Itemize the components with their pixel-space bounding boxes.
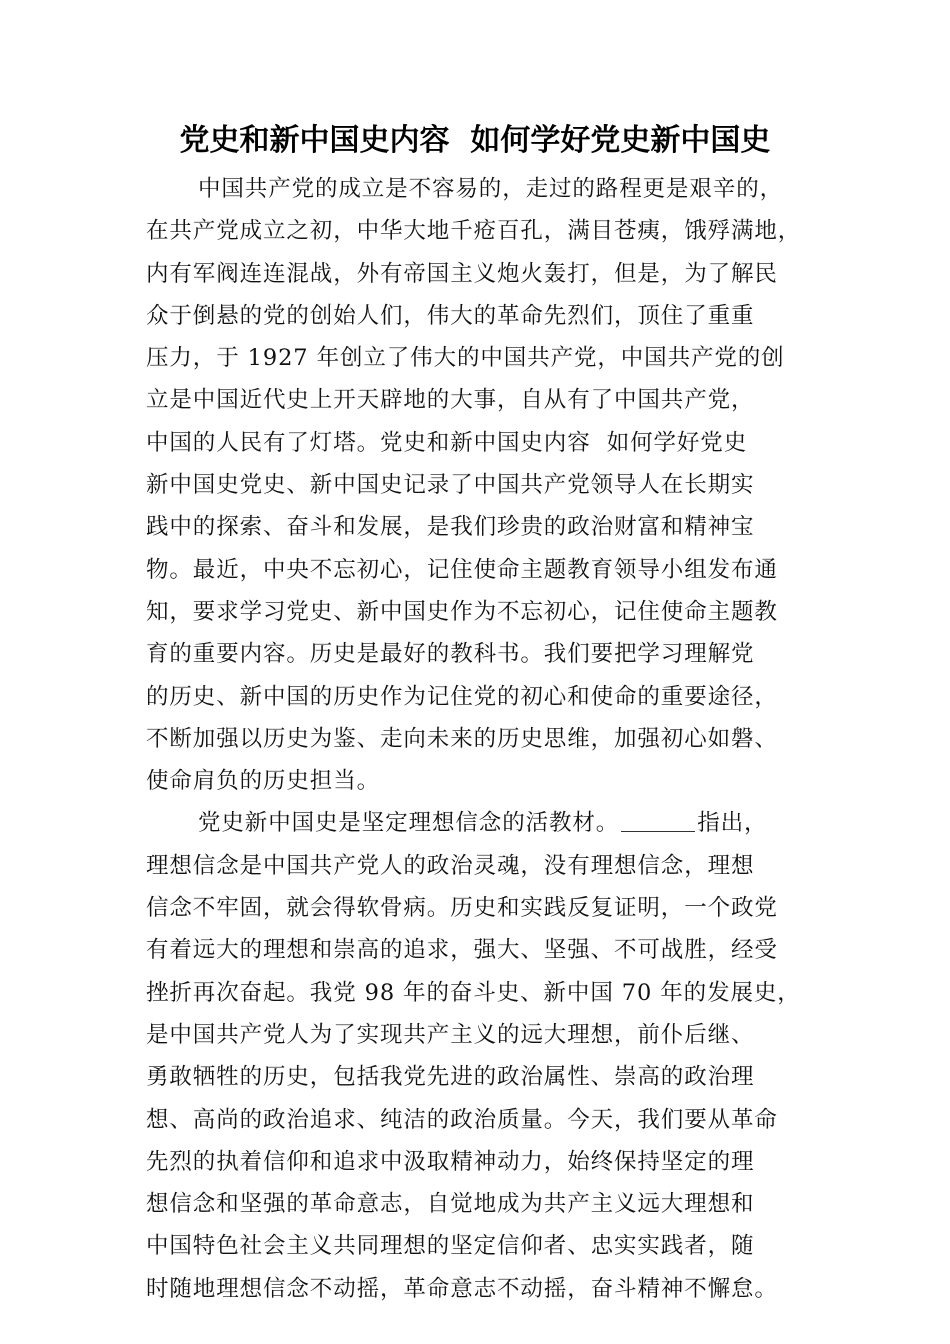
paragraph-1-line: 中国共产党的成立是不容易的，走过的路程更是艰辛的， [198,176,784,202]
paragraph-1-line: 众于倒悬的党的创始人们，伟大的革命先烈们，顶住了重重 [146,302,755,329]
paragraph-1-line: 新中国史党史、新中国史记录了中国共产党领导人在长期实 [146,472,755,499]
paragraph-1-line: 使命肩负的历史担当。 [146,768,381,795]
paragraph-2-line: 理想信念是中国共产党人的政治灵魂，没有理想信念，理想 [146,852,755,879]
paragraph-1-line: 不断加强以历史为鉴、走向未来的历史思维，加强初心如磐、 [146,725,778,752]
paragraph-1-line: 育的重要内容。历史是最好的教科书。我们要把学习理解党 [146,641,755,668]
paragraph-2-line: 信念不牢固，就会得软骨病。历史和实践反复证明，一个政党 [146,895,778,922]
paragraph-1-line: 物。最近，中央不忘初心，记住使命主题教育领导小组发布通 [146,556,778,583]
paragraph-2-line: 勇敢牺牲的历史，包括我党先进的政治属性、崇高的政治理 [146,1064,755,1091]
paragraph-2-line: 先烈的执着信仰和追求中汲取精神动力，始终保持坚定的理 [146,1148,755,1175]
paragraph-1-line: 压力，于 1927 年创立了伟大的中国共产党，中国共产党的创 [146,345,785,372]
paragraph-1-line: 在共产党成立之初，中华大地千疮百孔，满目苍痍，饿殍满地， [146,218,802,245]
paragraph-2-lead: 党史新中国史是坚定理想信念的活教材。 [198,810,620,837]
redacted-blank [621,809,695,832]
paragraph-1-line: 知，要求学习党史、新中国史作为不忘初心，记住使命主题教 [146,598,778,625]
paragraph-2-line: 中国特色社会主义共同理想的坚定信仰者、忠实实践者，随 [146,1233,755,1260]
document-body [146,168,821,1310]
paragraph-1-line: 的历史、新中国的历史作为记住党的初心和使命的重要途径， [146,683,778,710]
paragraph-2-first-line [146,802,821,844]
paragraph-2-line: 是中国共产党人为了实现共产主义的远大理想，前仆后继、 [146,1021,755,1048]
paragraph-1-line: 践中的探索、奋斗和发展，是我们珍贵的政治财富和精神宝 [146,514,755,541]
paragraph-2-line: 挫折再次奋起。我党 98 年的奋斗史、新中国 70 年的发展史， [146,979,801,1006]
paragraph-2-line: 时随地理想信念不动摇，革命意志不动摇，奋斗精神不懈怠。 [146,1275,778,1302]
paragraph-2-line: 想、高尚的政治追求、纯洁的政治质量。今天，我们要从革命 [146,1106,778,1133]
paragraph-1-line: 立是中国近代史上开天辟地的大事，自从有了中国共产党， [146,387,755,414]
paragraph-2-line: 有着远大的理想和崇高的追求，强大、坚强、不可战胜，经受 [146,937,778,964]
document-title: 党史和新中国史内容 如何学好党史新中国史 [179,123,771,158]
paragraph-2-lead-end: 指出， [697,810,768,837]
paragraph-1-line: 中国的人民有了灯塔。党史和新中国史内容 如何学好党史 [146,429,748,456]
paragraph-2-line: 想信念和坚强的革命意志，自觉地成为共产主义远大理想和 [146,1191,755,1218]
paragraph-1-line: 内有军阀连连混战，外有帝国主义炮火轰打，但是，为了解民 [146,260,778,287]
